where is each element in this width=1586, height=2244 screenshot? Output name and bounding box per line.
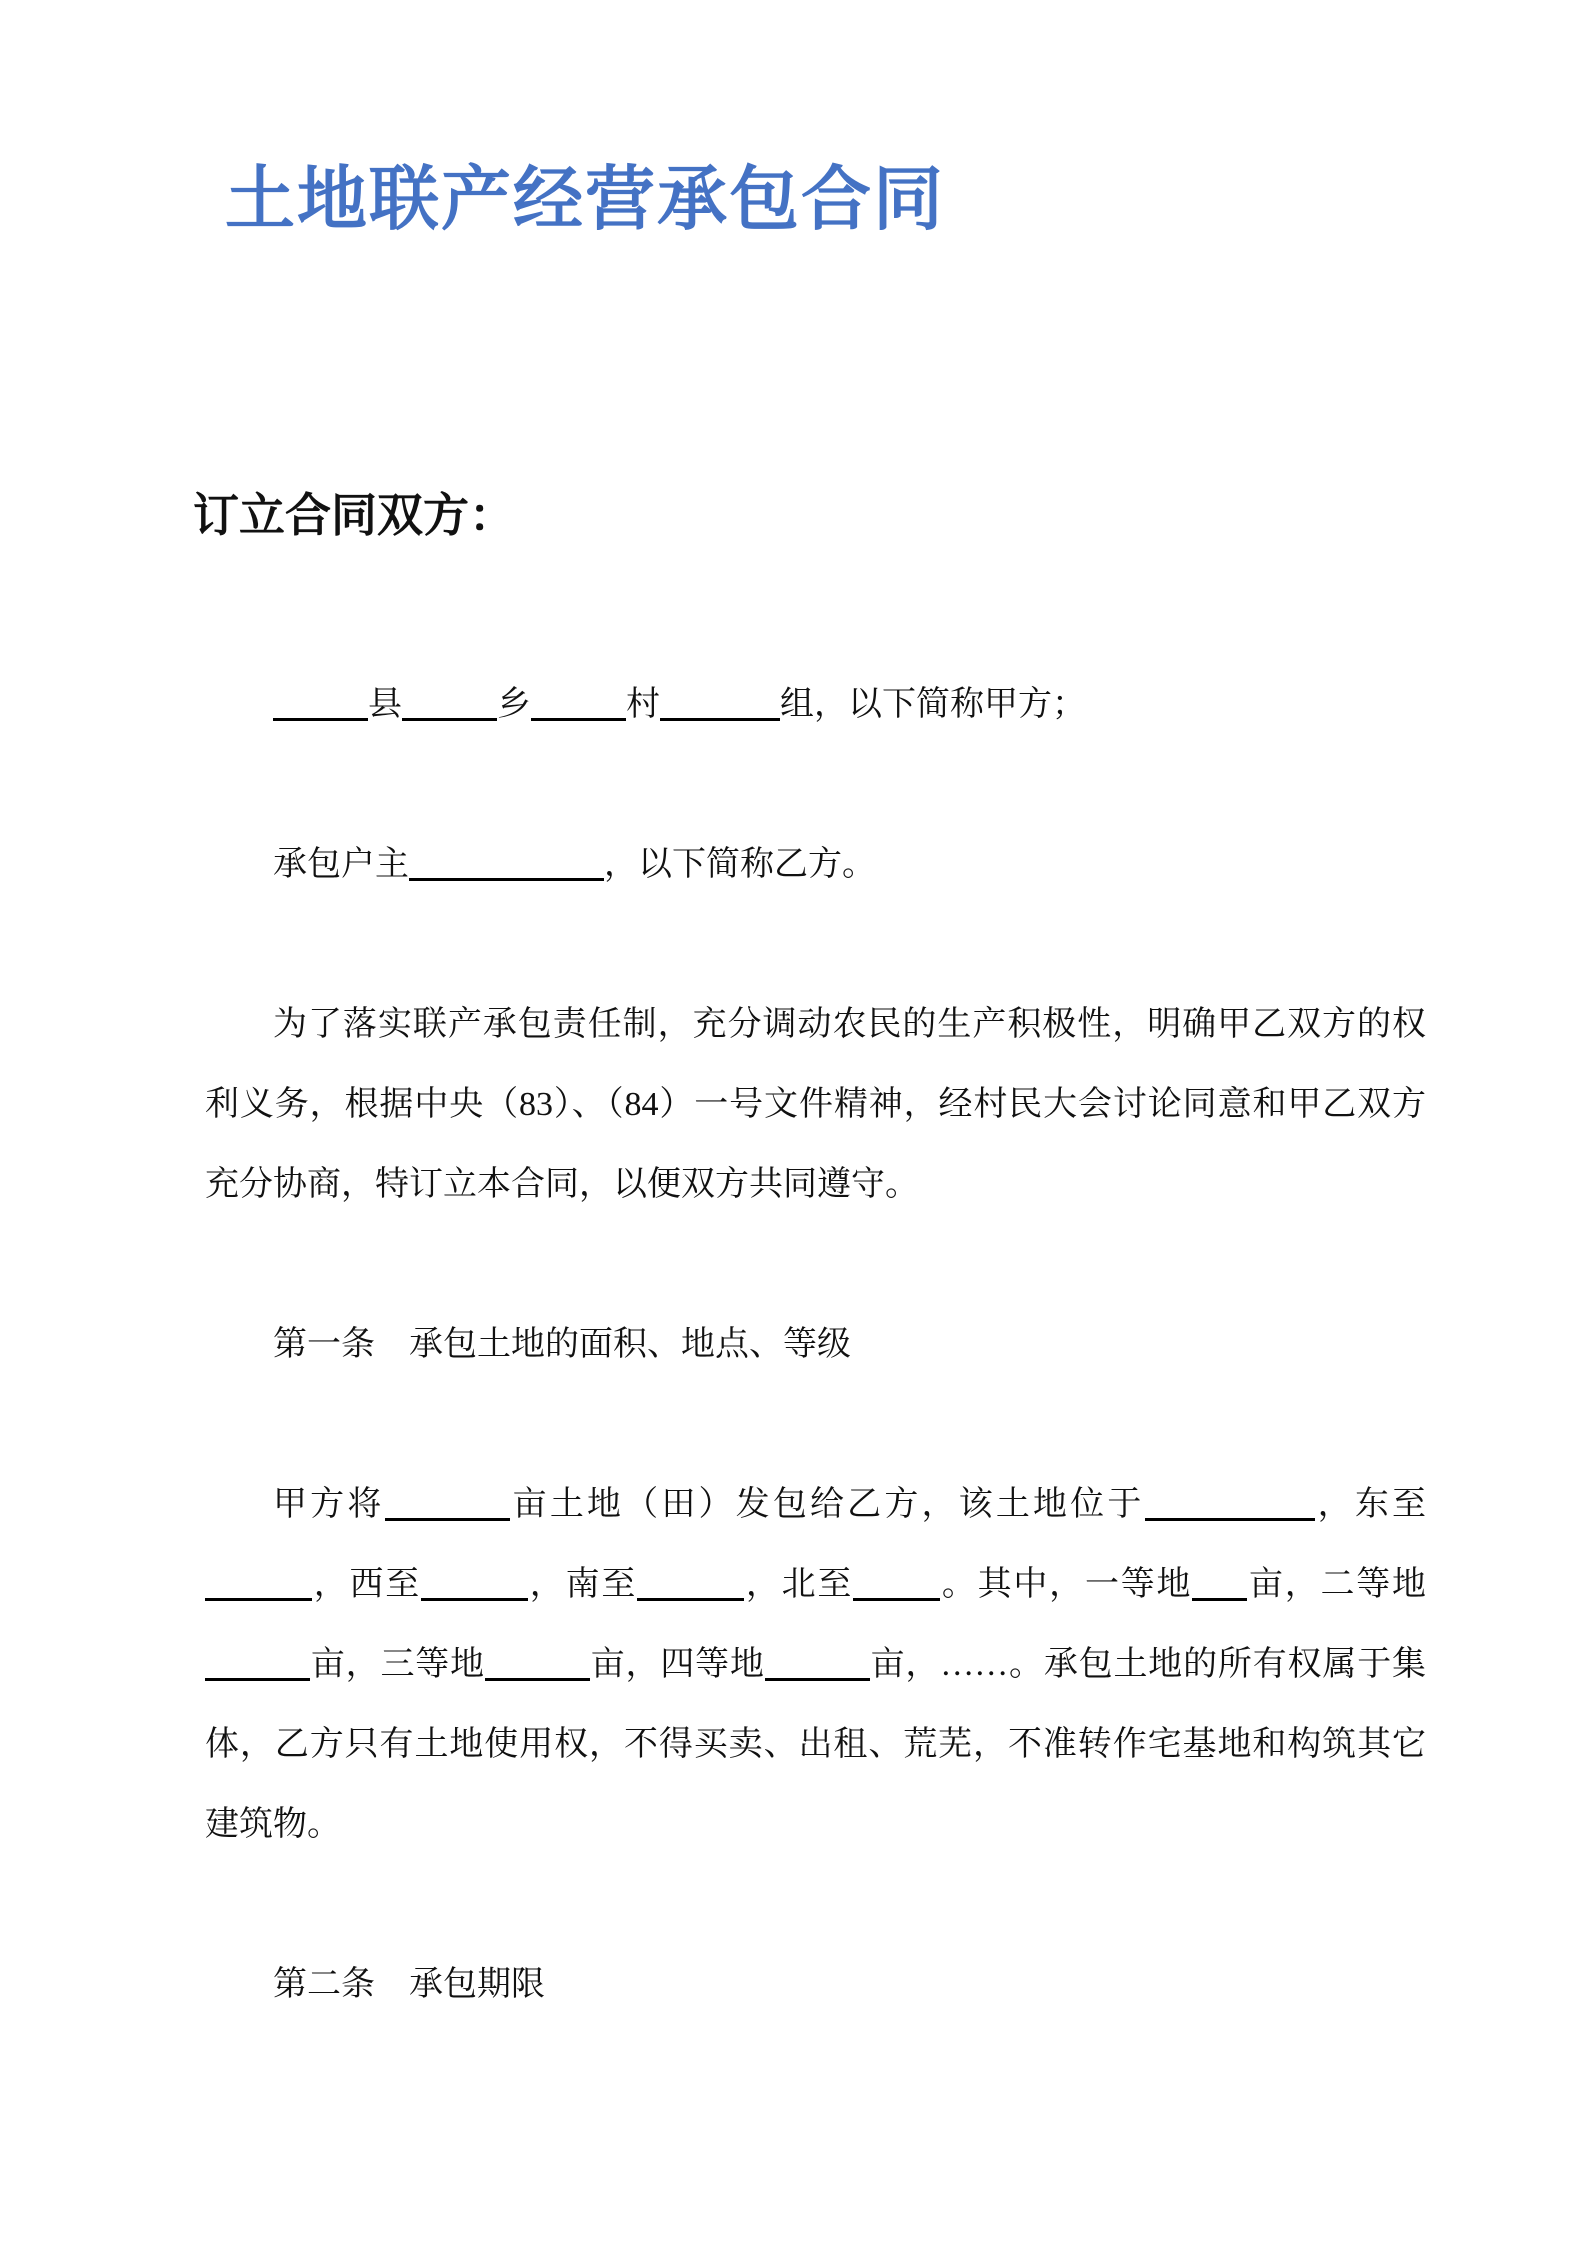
fill-in-blank	[402, 718, 497, 721]
text-run: 亩，二等地	[1247, 1566, 1427, 1603]
preamble	[205, 985, 1426, 1225]
fill-in-blank	[637, 1598, 744, 1601]
text-run: ，北至	[744, 1566, 854, 1603]
fill-in-blank	[485, 1678, 590, 1681]
text-run: 亩，三等地	[310, 1646, 485, 1683]
text-run: 。其中，一等地	[940, 1566, 1193, 1603]
text-run: ，西至	[312, 1566, 422, 1603]
text-run: ，以下简称乙方。	[604, 846, 876, 883]
fill-in-blank	[660, 718, 780, 721]
text-run: 承包户主	[273, 846, 409, 883]
fill-in-blank	[385, 1518, 510, 1521]
document-title: 土地联产经营承包合同	[225, 162, 945, 239]
text-run: 村	[626, 686, 660, 723]
article-1-body	[205, 1465, 1426, 1865]
fill-in-blank	[205, 1678, 310, 1681]
fill-in-blank	[1145, 1518, 1315, 1521]
text-run: 亩土地（田）发包给乙方，该土地位于	[509, 1486, 1145, 1523]
party-a-clause	[205, 665, 1426, 745]
text-run: 第二条 承包期限	[273, 1966, 545, 2003]
fill-in-blank	[531, 718, 626, 721]
text-run: 甲方将	[273, 1486, 385, 1523]
text-run: 组，以下简称甲方；	[780, 686, 1086, 723]
article-2-heading	[205, 1945, 1426, 2025]
fill-in-blank	[421, 1598, 528, 1601]
text-run: 亩，四等地	[589, 1646, 765, 1683]
text-run: 亩，……。承包土地的所有权属于集体，乙方只有土地使用权，不得买卖、出租、荒芜，不准转作宅基地和构筑其它建筑物。	[205, 1646, 1427, 1843]
text-run: ，东至	[1314, 1486, 1426, 1523]
fill-in-blank	[853, 1598, 940, 1601]
text-run: 第一条 承包土地的面积、地点、等级	[273, 1326, 851, 1363]
fill-in-blank	[273, 718, 368, 721]
document-body	[205, 665, 1426, 2025]
fill-in-blank	[1192, 1598, 1247, 1601]
fill-in-blank	[765, 1678, 870, 1681]
article-1-heading	[205, 1305, 1426, 1385]
fill-in-blank	[205, 1598, 312, 1601]
text-run: 为了落实联产承包责任制，充分调动农民的生产积极性，明确甲乙双方的权利义务，根据中央（83）、（84）一号文件精神，经村民大会讨论同意和甲乙双方充分协商，特订立本合同，以便双方共同遵守。	[205, 1006, 1426, 1203]
text-run: 县	[368, 686, 402, 723]
text-run: 乡	[497, 686, 531, 723]
party-b-clause	[205, 825, 1426, 905]
text-run: ，南至	[528, 1566, 638, 1603]
parties-section-heading: 订立合同双方：	[193, 490, 515, 541]
fill-in-blank	[409, 878, 604, 881]
